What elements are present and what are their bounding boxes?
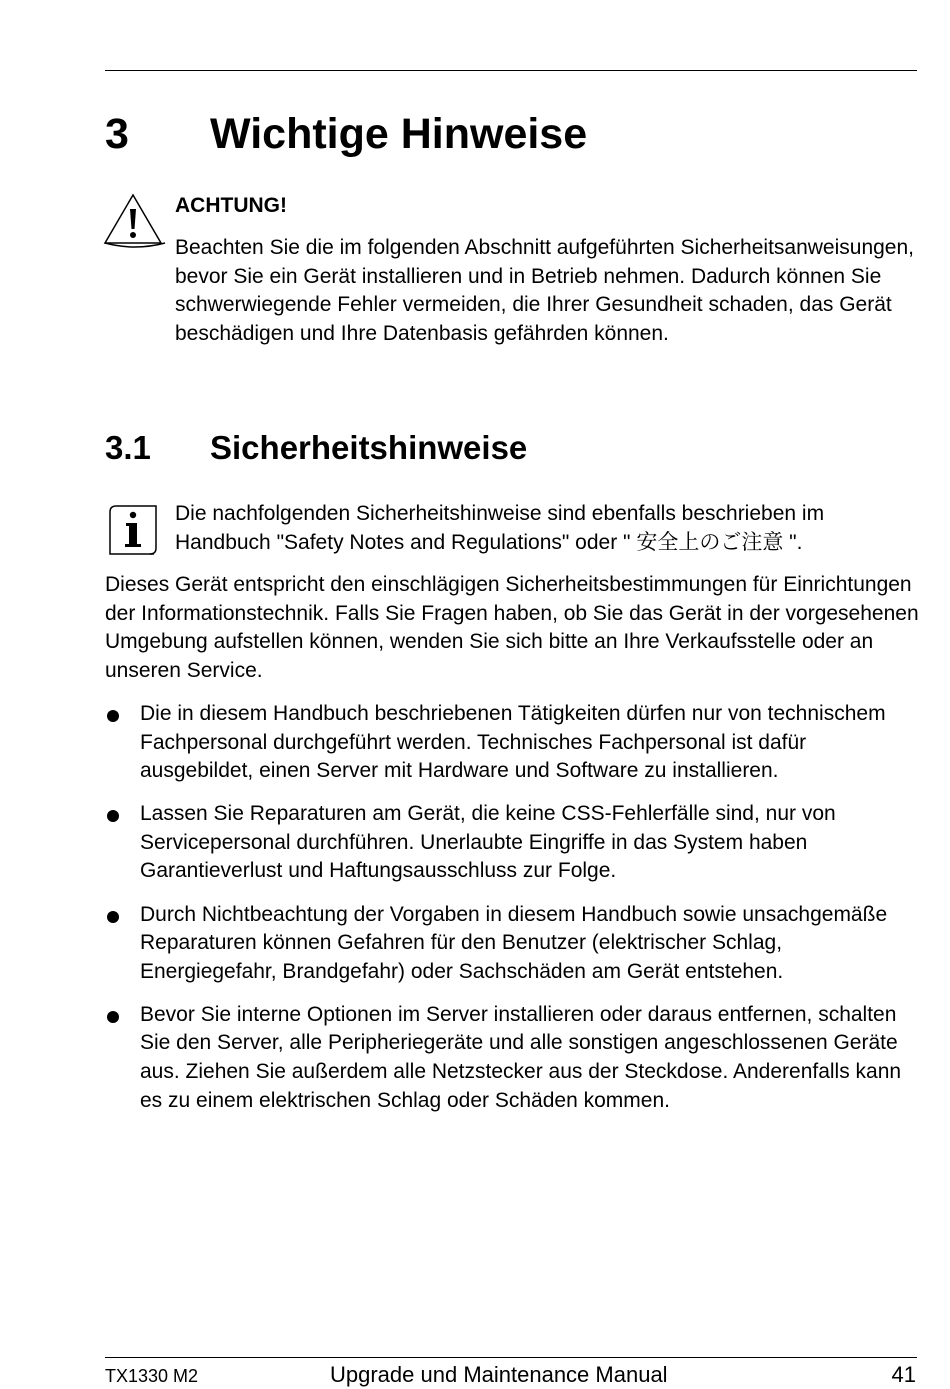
bullet-icon xyxy=(107,710,119,722)
section-number: 3.1 xyxy=(105,429,151,466)
list-item-text: Die in diesem Handbuch beschriebenen Tätigkeiten dürfen nur von technischem Fachpersonal durchgeführt werden. Technisches Fachpersonal ist dafür ausgebildet, einen Server mit Hardware und Software zu installieren. xyxy=(140,702,886,783)
bullet-icon xyxy=(107,911,119,923)
list-item xyxy=(105,901,920,987)
section-title: Sicherheitshinweise xyxy=(210,429,528,466)
warning-text: Beachten Sie die im folgenden Abschnitt aufgeführten Sicherheitsanweisungen, bevor Sie ein Gerät installieren und in Betrieb nehmen. Dadurch können Sie schwerwiegende Fehler vermeiden, die Ihrer Gesundheit schaden, das Gerät beschädigen und Ihre Datenbasis gefährden können. xyxy=(175,236,914,345)
page-number: 41 xyxy=(891,1362,916,1387)
bullet-icon xyxy=(107,1011,119,1023)
footer-model: TX1330 M2 xyxy=(105,1366,199,1386)
chapter-number: 3 xyxy=(105,110,129,158)
warning-title: ACHTUNG! xyxy=(175,194,287,217)
footer-manual-title: Upgrade und Maintenance Manual xyxy=(330,1362,668,1387)
chapter-title: Wichtige Hinweise xyxy=(210,110,588,158)
header-rule xyxy=(105,70,917,71)
chapter-heading xyxy=(105,108,587,160)
bullet-icon xyxy=(107,810,119,822)
list-item-text: Durch Nichtbeachtung der Vorgaben in diesem Handbuch sowie unsachgemäße Reparaturen können Gefahren für den Benutzer (elektrischer Schlag, Energiegefahr, Brandgefahr) oder Sachschäden am Gerät entstehen. xyxy=(140,902,888,983)
footer-rule xyxy=(105,1357,917,1358)
list-item xyxy=(105,1001,920,1115)
info-icon xyxy=(108,504,158,556)
safety-list xyxy=(105,700,920,1130)
list-item xyxy=(105,800,920,886)
info-text: Die nachfolgenden Sicherheitshinweise sind ebenfalls beschrieben im Handbuch "Safety Notes and Regulations" oder " 安全上のご注意 ". xyxy=(175,502,825,554)
warning-triangle-icon xyxy=(103,193,167,249)
list-item-text: Lassen Sie Reparaturen am Gerät, die keine CSS-Fehlerfälle sind, nur von Servicepersonal durchführen. Unerlaubte Eingriffe in das System haben Garantieverlust und Haftungsausschluss zur Folge. xyxy=(140,802,836,883)
section-heading xyxy=(105,428,527,468)
list-item-text: Bevor Sie interne Optionen im Server installieren oder daraus entfernen, schalten Sie den Server, alle Peripheriegeräte und alle sonstigen angeschlossenen Geräte aus. Ziehen Sie außerdem alle Netzstecker aus der Steckdose. Anderenfalls kann es zu einem elektrischen Schlag oder Schäden kommen. xyxy=(140,1002,902,1112)
intro-paragraph: Dieses Gerät entspricht den einschlägigen Sicherheitsbestimmungen für Einrichtungen der Informationstechnik. Falls Sie Fragen haben, ob Sie das Gerät in der vorgesehenen Umgebung aufstellen können, wenden Sie sich bitte an Ihre Verkaufsstelle oder an unseren Service. xyxy=(105,573,919,682)
list-item xyxy=(105,700,920,786)
